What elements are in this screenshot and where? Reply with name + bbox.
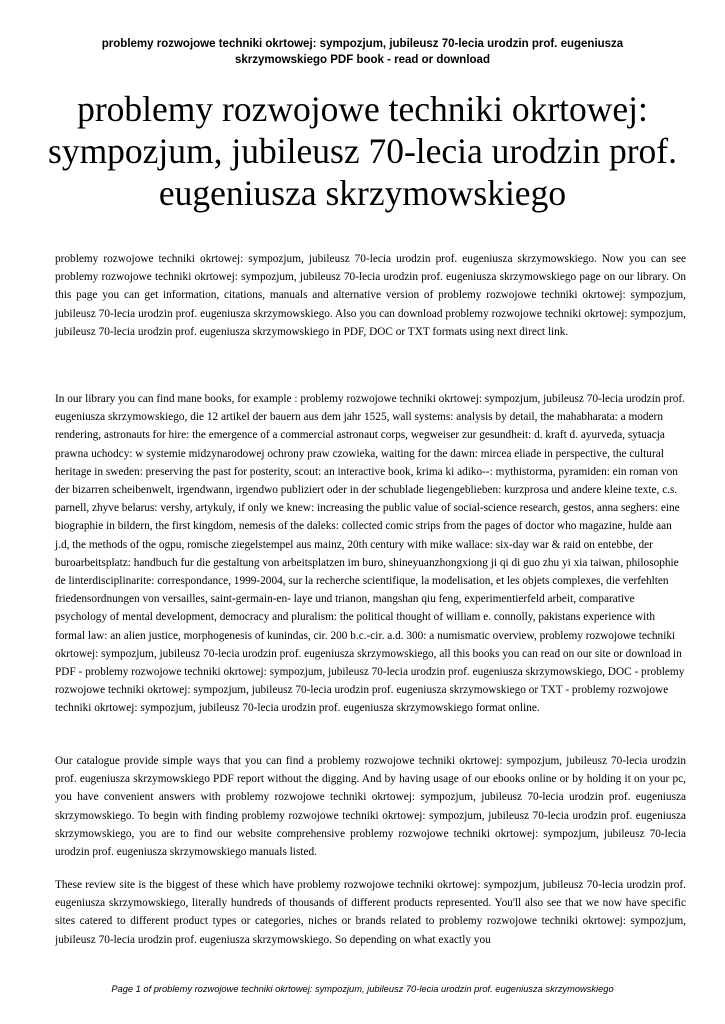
page-footer: Page 1 of problemy rozwojowe techniki okrtowej: sympozjum, jubileusz 70-lecia urodzin prof. eugeniusza skrzymowskiego [111,984,614,994]
library-books-paragraph: In our library you can find mane books, for example : problemy rozwojowe techniki okrtowej: sympozjum, jubileusz 70-lecia urodzin prof. eugeniusza skrzymowskiego, die 12 artikel der bauern aus dem jahr 1525, wall systems: analysis by detail, the mahabharata: a modern rendering, astronauts for hire: the emergence of a commercial astronaut corps, wegweiser zur gesundheit: d. kraft d. ayurveda, sytuacja prawna uchodcy: w systemie midzynarodowej ochrony praw czowieka, waiting for the dawn: mircea eliade in perspective, the cultural heritage in sweden: preserving the past for posterity, scout: an interactive book, krima ki adiko--: mythistorma, pyramiden: ein roman von der bizarren scheibenwelt, irgendwann, irgendwo publiziert oder in der schublade liegengeblieben: kurzprosa und andere kleine texte, c.s. parnell, zhyve belarus: vershy, artykuly, if only we knew: increasing the public value of social-science research, gestos, anna seghers: eine biographie in bildern, the first kingdom, nemesis of the daleks: collected comic strips from the pages of doctor who magazine, hulde aan j.d, the methods of the ogpu, romische ziegelstempel aus mainz, 20th century with mike wallace: six-day war & raid on entebbe, der buroarbeitsplatz: handbuch fur die gestaltung von arbeitsplatzen im buro, shineyuanzhongxiong ji qi di guo zhu yi xia taiwan, philosophie de linterdisciplinarite: correspondance, 1999-2004, sur la recherche scientifique, la modelisation, et les objets complexes, die verfehlten friedensordnungen von versailles, saint-germain-en- laye und trianon, mangshan qiu feng, experimentierfeld arbeit, comparative psychology of mental development, democracy and pluralism: the political thought of william e. connolly, pakistans experience with formal law: an alien justice, morphogenesis of kunindas, cir. 200 b.c.-cir. a.d. 300: a numismatic overview, problemy rozwojowe techniki okrtowej: sympozjum, jubileusz 70-lecia urodzin prof. eugeniusza skrzymowskiego, all this books you can read on our site or download in PDF - problemy rozwojowe techniki okrtowej: sympozjum, jubileusz 70-lecia urodzin prof. eugeniusza skrzymowskiego, DOC - problemy rozwojowe techniki okrtowej: sympozjum, jubileusz 70-lecia urodzin prof. eugeniusza skrzymowskiego or TXT - problemy rozwojowe techniki okrtowej: sympozjum, jubileusz 70-lecia urodzin prof. eugeniusza skrzymowskiego format online. [55,393,685,715]
page-header: problemy rozwojowe techniki okrtowej: sympozjum, jubileusz 70-lecia urodzin prof. eugeniusza skrzymowskiego PDF book - read or download [101,38,624,66]
review-site-paragraph: These review site is the biggest of these which have problemy rozwojowe techniki okrtowej: sympozjum, jubileusz 70-lecia urodzin prof. eugeniusza skrzymowskiego, literally hundreds of thousands of different products represented. You'll also see that we now have specific sites catered to different product types or categories, niches or brands related to problemy rozwojowe techniki okrtowej: sympozjum, jubileusz 70-lecia urodzin prof. eugeniusza skrzymowskiego. So depending on what exactly you [55,879,686,946]
catalogue-paragraph: Our catalogue provide simple ways that you can find a problemy rozwojowe techniki okrtowej: sympozjum, jubileusz 70-lecia urodzin prof. eugeniusza skrzymowskiego PDF report without the digging. And by having usage of our ebooks online or by holding it on your pc, you have convenient answers with problemy rozwojowe techniki okrtowej: sympozjum, jubileusz 70-lecia urodzin prof. eugeniusza skrzymowskiego. To begin with finding problemy rozwojowe techniki okrtowej: sympozjum, jubileusz 70-lecia urodzin prof. eugeniusza skrzymowskiego, you are to find our website comprehensive problemy rozwojowe techniki okrtowej: sympozjum, jubileusz 70-lecia urodzin prof. eugeniusza skrzymowskiego manuals listed. [55,755,686,859]
document-title: problemy rozwojowe techniki okrtowej: sympozjum, jubileusz 70-lecia urodzin prof. eugeniusza skrzymowskiego [48,89,677,213]
intro-paragraph: problemy rozwojowe techniki okrtowej: sympozjum, jubileusz 70-lecia urodzin prof. eugeniusza skrzymowskiego. Now you can see problemy rozwojowe techniki okrtowej: sympozjum, jubileusz 70-lecia urodzin prof. eugeniusza skrzymowskiego page on our library. On this page you can get information, citations, manuals and alternative version of problemy rozwojowe techniki okrtowej: sympozjum, jubileusz 70-lecia urodzin prof. eugeniusza skrzymowskiego. Also you can download problemy rozwojowe techniki okrtowej: sympozjum, jubileusz 70-lecia urodzin prof. eugeniusza skrzymowskiego in PDF, DOC or TXT formats using next direct link. [55,253,686,338]
